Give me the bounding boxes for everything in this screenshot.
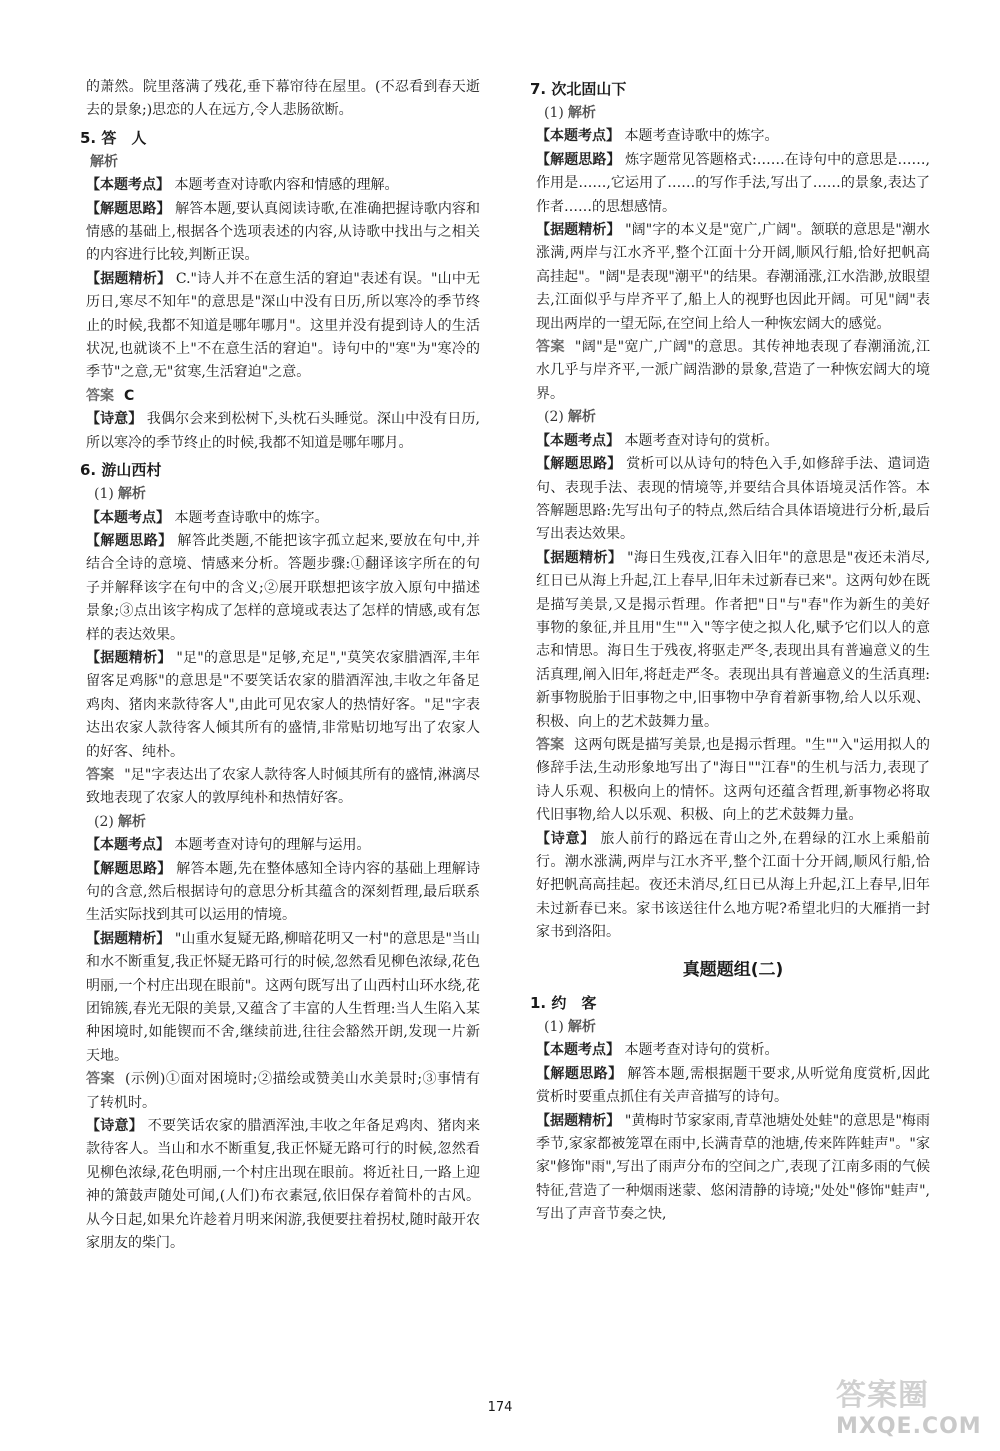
q7-part2-label: (2) 解析 xyxy=(544,409,596,426)
left-column xyxy=(80,76,481,1256)
q6-p2-kaodian: 【本题考点】 本题考查对诗句的理解与运用。 xyxy=(86,837,371,854)
q1-jingxi: 【据题精析】 "黄梅时节家家雨,青草池塘处处蛙"的意思是"梅雨季节,家家都被笼罩在雨中,长满青草的池塘,传来阵阵蛙声"。"家家"修饰"雨",写出了雨声分布的空间之广,表现了江南多雨的气候特征,营造了一种烟雨迷蒙、悠闲清静的诗境;"处处"修饰"蛙声",写出了声音节奏之快, xyxy=(536,1112,930,1223)
q5-kaodian: 【本题考点】 本题考查对诗歌内容和情感的理解。 xyxy=(86,177,399,194)
q1-silu: 【解题思路】 解答本题,需根据题干要求,从听觉角度赏析,因此赏析时要重点抓住有关声音描写的诗句。 xyxy=(536,1065,931,1106)
q1-kaodian: 【本题考点】 本题考查对诗句的赏析。 xyxy=(536,1042,779,1059)
q7-shiyi: 【诗意】 旅人前行的路远在青山之外,在碧绿的江水上乘船前行。潮水涨满,两岸与江水齐平,整个江面十分开阔,顺风行船,恰好把帆高高挂起。夜还未消尽,红日已从海上升起,江上春早,旧年未过新春已来。家书该送往什么地方呢?希望北归的大雁捎一封家书到洛阳。 xyxy=(536,830,930,941)
q5-answer: 答案 C xyxy=(86,387,135,404)
group-title: 真题题组(二) xyxy=(682,959,784,980)
q6-part1-label: (1) 解析 xyxy=(94,486,146,503)
question-5-heading: 5. 答 人 xyxy=(80,128,147,147)
q1-part1-label: (1) 解析 xyxy=(544,1019,596,1036)
right-column xyxy=(530,76,931,1227)
watermark-url: MXQE.COM xyxy=(836,1414,982,1439)
question-7-heading: 7. 次北固山下 xyxy=(530,80,627,98)
q5-jingxi: 【据题精析】 C."诗人并不在意生活的窘迫"表述有误。"山中无历日,寒尽不知年"的意思是"深山中没有日历,所以寒冷的季节终止的时候,我都不知道是哪年哪月"。这里并没有提到诗人的生活状况,也就谈不上"不在意生活的窘迫"。诗句中的"寒"为"寒冷的季节"之意,无"贫寒,生活窘迫"之意。 xyxy=(86,270,481,381)
q6-p2-jingxi: 【据题精析】 "山重水复疑无路,柳暗花明又一村"的意思是"当山和水不断重复,我正怀疑无路可行的时候,忽然看见柳色浓绿,花色明丽,一个村庄出现在眼前"。这两句既写出了山西村山环水绕,花团锦簇,春光无限的美景,又蕴含了丰富的人生哲理:当人生陷入某种困境时,如能锲而不舍,继续前进,往往会豁然开朗,发现一片新天地。 xyxy=(86,930,480,1064)
watermark-text: 答案圈 xyxy=(836,1378,929,1413)
q6-p2-answer: 答案 (示例)①面对困境时;②描绘或赞美山水美景时;③事情有了转机时。 xyxy=(86,1071,481,1111)
q7-p1-answer: 答案 "阔"是"宽广,广阔"的意思。其传神地表现了春潮涌流,江水几乎与岸齐平,一派广阔浩渺的景象,营造了一种恢宏阔大的境界。 xyxy=(536,339,930,402)
q6-p1-answer: 答案 "足"字表达出了农家人款待客人时倾其所有的盛情,淋漓尽致地表现了农家人的敦厚纯朴和热情好客。 xyxy=(86,766,481,807)
q7-p1-silu: 【解题思路】 炼字题常见答题格式:……在诗句中的意思是……,作用是……,它运用了……的写作手法,写出了……的景象,表达了作者……的思想感情。 xyxy=(536,151,931,215)
intro-paragraph: 的萧然。院里落满了残花,垂下幕帘待在屋里。(不忍看到春天逝去的景象;)思恋的人在远方,令人悲肠欲断。 xyxy=(86,79,480,119)
question-1-heading: 1. 约 客 xyxy=(530,994,597,1013)
q7-p1-kaodian: 【本题考点】 本题考查诗歌中的炼字。 xyxy=(536,128,779,145)
analysis-label: 解析 xyxy=(90,153,118,170)
watermark-logo xyxy=(836,1370,986,1440)
q5-silu: 【解题思路】 解答本题,要认真阅读诗歌,在准确把握诗歌内容和情感的基础上,根据各个选项表述的内容,从诗歌中找出与之相关的内容进行比较,判断正误。 xyxy=(86,200,480,264)
q6-p1-kaodian: 【本题考点】 本题考查诗歌中的炼字。 xyxy=(86,509,329,526)
q5-shiyi: 【诗意】 我偶尔会来到松树下,头枕石头睡觉。深山中没有日历,所以寒冷的季节终止的时候,我都不知道是哪年哪月。 xyxy=(86,411,481,451)
question-6-heading: 6. 游山西村 xyxy=(80,461,162,480)
q6-p2-silu: 【解题思路】 解答本题,先在整体感知全诗内容的基础上理解诗句的含意,然后根据诗句的意思分析其蕴含的深刻哲理,最后联系生活实际找到其可以运用的情境。 xyxy=(86,860,481,924)
page-number: 174 xyxy=(487,1400,513,1415)
q6-shiyi: 【诗意】 不要笑话农家的腊酒浑浊,丰收之年备足鸡肉、猪肉来款待客人。当山和水不断重复,我正怀疑无路可行的时候,忽然看见柳色浓绿,花色明丽,一个村庄出现在眼前。将近社日,一路上迎神的箫鼓声随处可闻,(人们)布衣素冠,依旧保存着简朴的古风。从今日起,如果允许趁着月明来闲游,我便要拄着拐杖,随时敲开农家朋友的柴门。 xyxy=(86,1118,481,1252)
q6-p1-jingxi: 【据题精析】 "足"的意思是"足够,充足","莫笑农家腊酒浑,丰年留客足鸡豚"的意思是"不要笑话农家的腊酒浑浊,丰收之年备足鸡肉、猪肉来款待客人",由此可见农家人的热情好客。"足"字表达出农家人款待客人倾其所有的盛情,非常贴切地写出了农家人的好客、纯朴。 xyxy=(86,649,481,760)
q7-p2-silu: 【解题思路】 赏析可以从诗句的特色入手,如修辞手法、遣词造句、表现手法、表现的情境等,并要结合具体语境灵活作答。本答解题思路:先写出句子的特点,然后结合具体语境进行分析,最后写出表达效果。 xyxy=(536,456,931,543)
q6-part2-label: (2) 解析 xyxy=(94,813,146,830)
q6-p1-silu: 【解题思路】 解答此类题,不能把该字孤立起来,要放在句中,并结合全诗的意境、情感来分析。答题步骤:①翻译该字所在的句子并解释该字在句中的含义;②展开联想把该字放入原句中描述景象;③点出该字构成了怎样的意境或表达了怎样的情感,或有怎样的表达效果。 xyxy=(86,532,481,643)
q7-p2-answer: 答案 这两句既是描写美景,也是揭示哲理。"生""入"运用拟人的修辞手法,生动形象地写出了"海日""江春"的生机与活力,表现了诗人乐观、积极向上的情怀。这两句还蕴含哲理,新事物必将取代旧事物,给人以乐观、积极、向上的艺术鼓舞力量。 xyxy=(536,736,930,824)
q7-part1-label: (1) 解析 xyxy=(544,105,596,121)
q7-p1-jingxi: 【据题精析】 "阔"字的本义是"宽广,广阔"。颔联的意思是"潮水涨满,两岸与江水齐平,整个江面十分开阔,顺风行船,恰好把帆高高挂起"。"阔"是表现"潮平"的结果。春潮涌涨,江水浩渺,放眼望去,江面似乎与岸齐平了,船上人的视野也因此开阔。可见"阔"表现出两岸的一望无际,在空间上给人一种恢宏阔大的感觉。 xyxy=(536,222,930,332)
q7-p2-jingxi: 【据题精析】 "海日生残夜,江春入旧年"的意思是"夜还未消尽,红日已从海上升起,江上春早,旧年未过新春已来"。这两句妙在既是描写美景,又是揭示哲理。作者把"日"与"春"作为新生的美好事物的象征,并且用"生""入"等字使之拟人化,赋予它们以人的意志和情思。海日生于残夜,将驱走严冬,表现出具有普遍意义的生活真理,阐入旧年,将赶走严冬。表现出具有普遍意义的生活真理:新事物脱胎于旧事物之中,旧事物中孕育着新事物,给人以乐观、积极、向上的艺术鼓舞力量。 xyxy=(536,549,930,730)
q7-p2-kaodian: 【本题考点】 本题考查对诗句的赏析。 xyxy=(536,432,779,449)
